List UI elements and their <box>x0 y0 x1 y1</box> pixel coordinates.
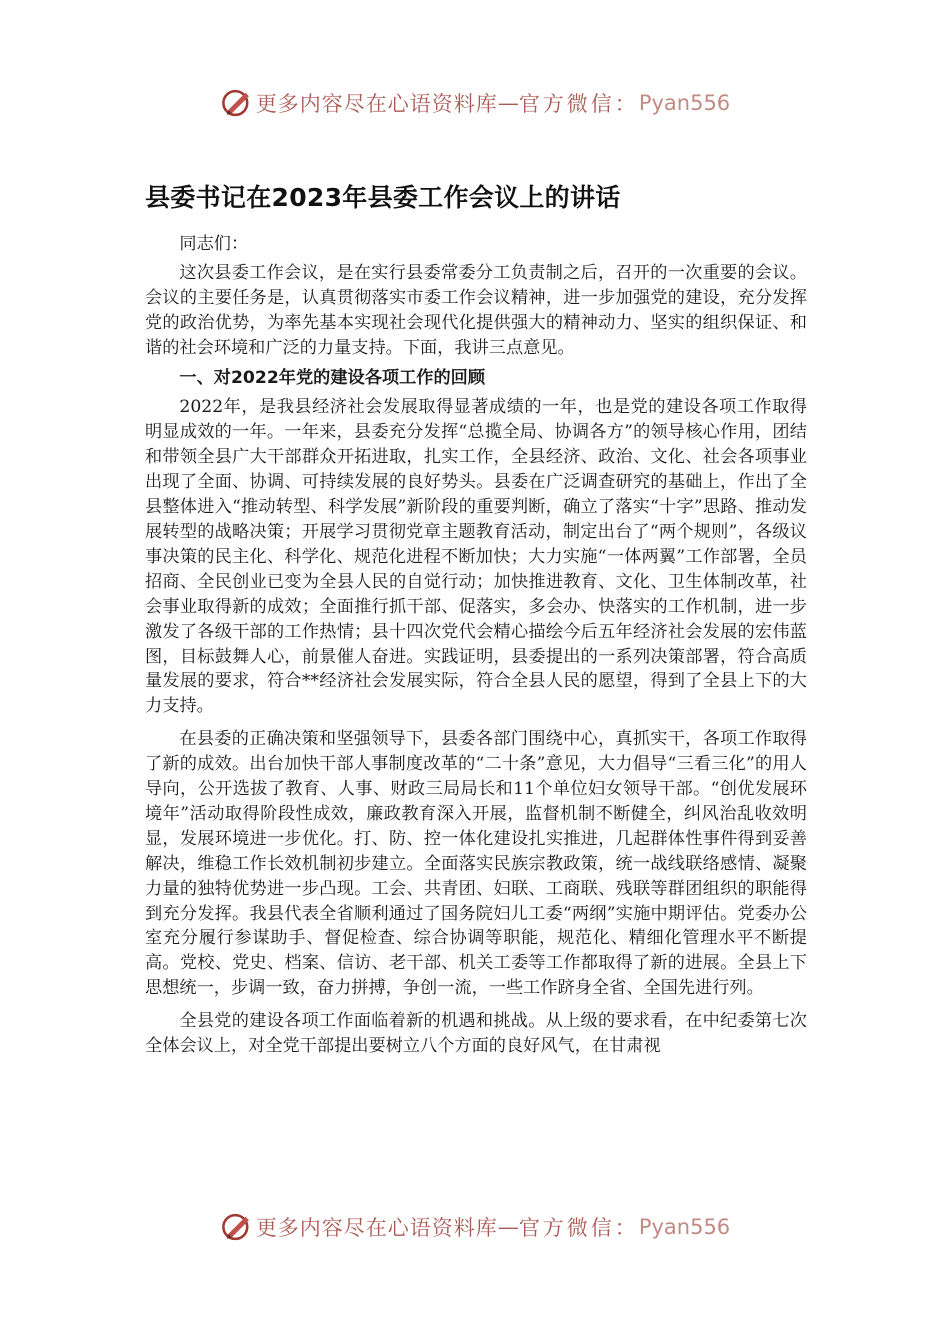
banner-wechat-id: Pyan556 <box>638 1215 731 1239</box>
document-title: 县委书记在2023年县委工作会议上的讲话 <box>145 183 621 212</box>
banner-separator: — <box>497 1215 519 1239</box>
pen-logo-icon <box>220 86 254 120</box>
banner-wechat-label: 官方微信： <box>518 92 639 116</box>
banner-text: 更多内容尽在心语资料库 <box>255 92 498 116</box>
greeting: 同志们： <box>179 234 249 254</box>
body-paragraph: 2022年，是我县经济社会发展取得显著成绩的一年，也是党的建设各项工作取得明显成效的一年。一年来，县委充分发挥“总揽全局、协调各方”的领导核心作用，团结和带领全县广大干部群众开拓进取，扎实工作，全县经济、政治、文化、社会各项事业出现了全面、协调、可持续发展的良好势头。县委在广泛调查研究的基础上，作出了全县整体进入“推动转型、科学发展”新阶段的重要判断，确立了落实“十字”思路、推动发展转型的战略决策；开展学习贯彻党章主题教育活动，制定出台了“两个规则”，各级议事决策的民主化、科学化、规范化进程不断加快；大力实施“一体两翼”工作部署，全员招商、全民创业已变为全县人民的自觉行动；加快推进教育、文化、卫生体制改革，社会事业取得新的成效；全面推行抓干部、促落实，多会办、快落实的工作机制，进一步激发了各级干部的工作热情；县十四次党代会精心描绘今后五年经济社会发展的宏伟蓝图，目标鼓舞人心，前景催人奋进。实践证明，县委提出的一系列决策部署，符合高质量发展的要求，符合**经济社会发展实际，符合全县人民的愿望，得到了全县上下的大力支持。 <box>145 397 807 717</box>
section-heading: 一、对2022年党的建设各项工作的回顾 <box>179 367 486 388</box>
body-paragraph: 全县党的建设各项工作面临着新的机遇和挑战。从上级的要求看，在中纪委第七次全体会议上，对全党干部提出要树立八个方面的良好风气，在甘肃视 <box>145 1011 807 1057</box>
intro-paragraph: 这次县委工作会议，是在实行县委常委分工负责制之后，召开的一次重要的会议。会议的主要任务是，认真贯彻落实市委工作会议精神，进一步加强党的建设，充分发挥党的政治优势，为率先基本实现社会现代化提供强大的精神动力、坚实的组织保证、和谐的社会环境和广泛的力量支持。下面，我讲三点意见。 <box>145 262 807 358</box>
banner-wechat-label: 官方微信： <box>518 1216 639 1240</box>
banner-text: 更多内容尽在心语资料库 <box>255 1216 498 1240</box>
body-paragraph: 在县委的正确决策和坚强领导下，县委各部门围绕中心，真抓实干，各项工作取得了新的成效。出台加快干部人事制度改革的“二十条”意见，大力倡导“三看三化”的用人导向，公开选拔了教育、人事、财政三局局长和11个单位妇女领导干部。“创优发展环境年”活动取得阶段性成效，廉政教育深入开展，监督机制不断健全，纠风治乱收效明显，发展环境进一步优化。打、防、控一体化建设扎实推进，几起群体性事件得到妥善解决，维稳工作长效机制初步建立。全面落实民族宗教政策，统一战线联络感情、凝聚力量的独特优势进一步凸现。工会、共青团、妇联、工商联、残联等群团组织的职能得到充分发挥。我县代表全省顺利通过了国务院妇儿工委“两纲”实施中期评估。党委办公室充分履行参谋助手、督促检查、综合协调等职能，规范化、精细化管理水平不断提高。党校、党史、档案、信访、老干部、机关工委等工作都取得了新的进展。全县上下思想统一，步调一致，奋力拼搏，争创一流，一些工作跻身全省、全国先进行列。 <box>145 729 807 999</box>
header-watermark-banner <box>0 83 950 123</box>
footer-watermark-banner <box>0 1207 950 1247</box>
pen-logo-icon <box>220 1210 254 1244</box>
banner-wechat-id: Pyan556 <box>638 91 731 115</box>
document-body <box>145 232 807 1067</box>
banner-separator: — <box>497 91 519 115</box>
